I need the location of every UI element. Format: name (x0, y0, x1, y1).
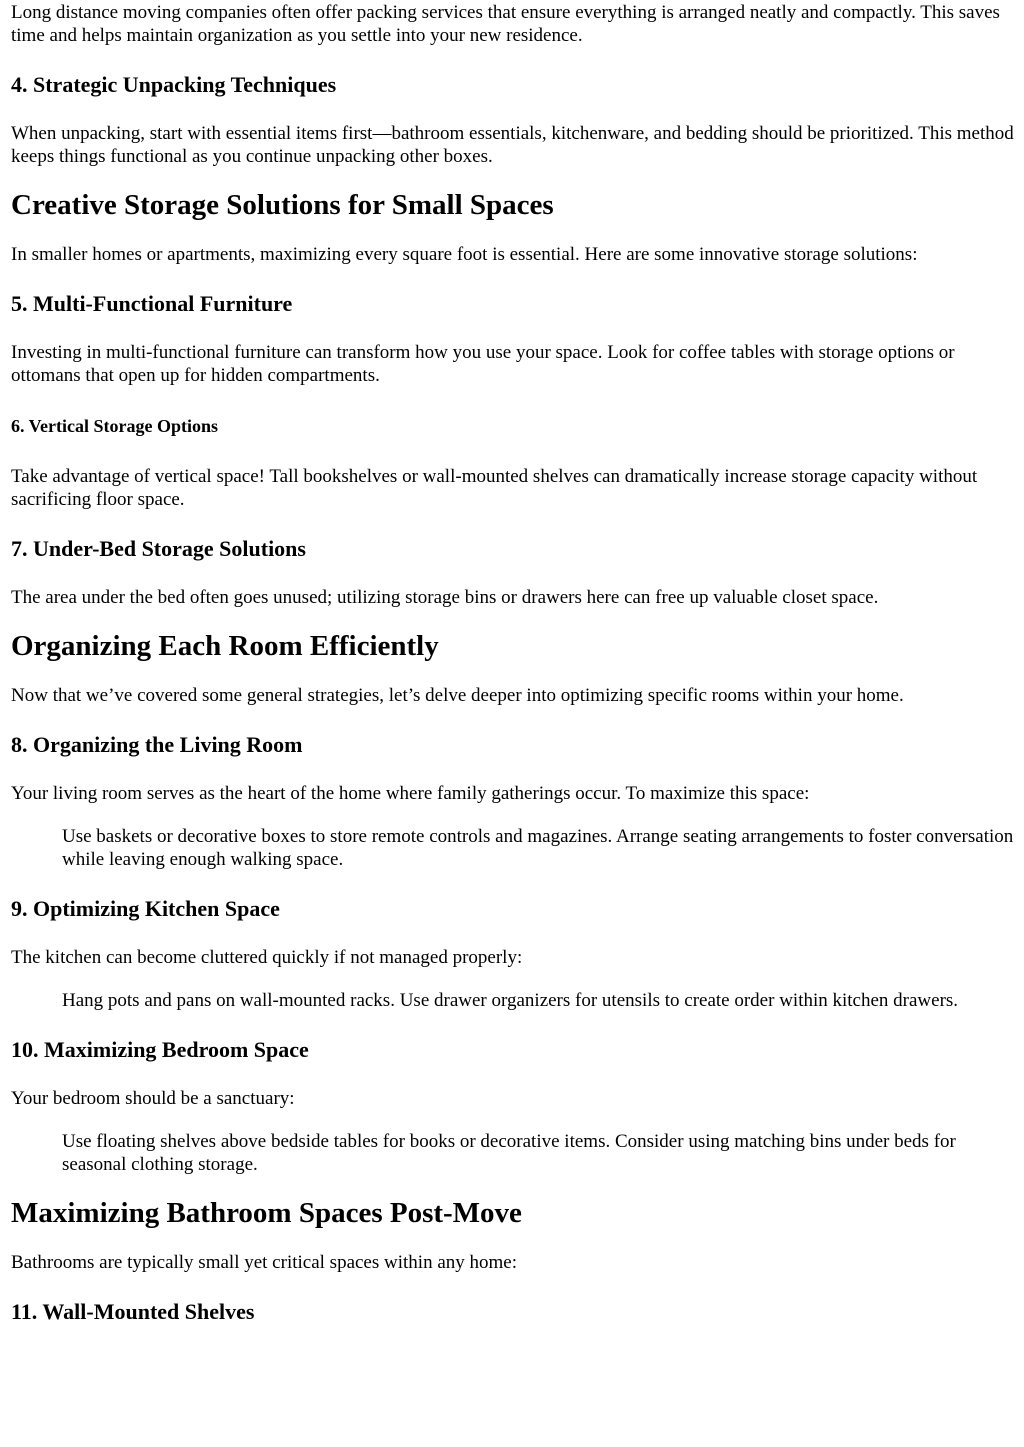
section-9-quote: Hang pots and pans on wall-mounted racks. Use drawer organizers for utensils to create order within kitchen drawers. (62, 990, 959, 1011)
section-4-heading: 4. Strategic Unpacking Techniques (11, 72, 337, 97)
section-8-heading: 8. Organizing the Living Room (11, 732, 303, 757)
rooms-paragraph: Now that we’ve covered some general strategies, let’s delve deeper into optimizing specific rooms within your home. (11, 685, 904, 706)
bathroom-heading: Maximizing Bathroom Spaces Post-Move (11, 1197, 522, 1229)
section-4-paragraph: When unpacking, start with essential items first—bathroom essentials, kitchenware, and bedding should be prioritized. This method keeps things functional as you continue unpacking other boxes. (11, 123, 1014, 167)
section-5-paragraph: Investing in multi-functional furniture can transform how you use your space. Look for coffee tables with storage options or ottomans that open up for hidden compartments. (11, 342, 955, 386)
section-9-paragraph: The kitchen can become cluttered quickly if not managed properly: (11, 947, 523, 968)
section-7-paragraph: The area under the bed often goes unused; utilizing storage bins or drawers here can free up valuable closet space. (11, 587, 879, 608)
section-11-heading: 11. Wall-Mounted Shelves (11, 1299, 255, 1324)
section-6-paragraph: Take advantage of vertical space! Tall bookshelves or wall-mounted shelves can dramatically increase storage capacity without sacrificing floor space. (11, 466, 978, 510)
article-content (0, 1, 1024, 1325)
section-10-quote: Use floating shelves above bedside tables for books or decorative items. Consider using matching bins under beds for seasonal clothing storage. (62, 1131, 956, 1175)
section-9-heading: 9. Optimizing Kitchen Space (11, 896, 280, 921)
storage-paragraph: In smaller homes or apartments, maximizing every square foot is essential. Here are some innovative storage solutions: (11, 244, 918, 265)
section-8-quote: Use baskets or decorative boxes to store remote controls and magazines. Arrange seating arrangements to foster conversation while leaving enough walking space. (62, 826, 1014, 870)
storage-heading: Creative Storage Solutions for Small Spaces (11, 189, 554, 221)
intro-paragraph: Long distance moving companies often offer packing services that ensure everything is arranged neatly and compactly. This saves time and helps maintain organization as you settle into your new residence. (11, 2, 1000, 46)
rooms-heading: Organizing Each Room Efficiently (11, 630, 439, 662)
section-10-paragraph: Your bedroom should be a sanctuary: (11, 1088, 295, 1109)
section-10-heading: 10. Maximizing Bedroom Space (11, 1037, 309, 1062)
section-7-heading: 7. Under-Bed Storage Solutions (11, 536, 306, 561)
section-5-heading: 5. Multi-Functional Furniture (11, 291, 293, 316)
bathroom-paragraph: Bathrooms are typically small yet critical spaces within any home: (11, 1252, 517, 1273)
section-8-paragraph: Your living room serves as the heart of the home where family gatherings occur. To maximize this space: (11, 783, 810, 804)
section-6-heading: 6. Vertical Storage Options (11, 416, 218, 436)
